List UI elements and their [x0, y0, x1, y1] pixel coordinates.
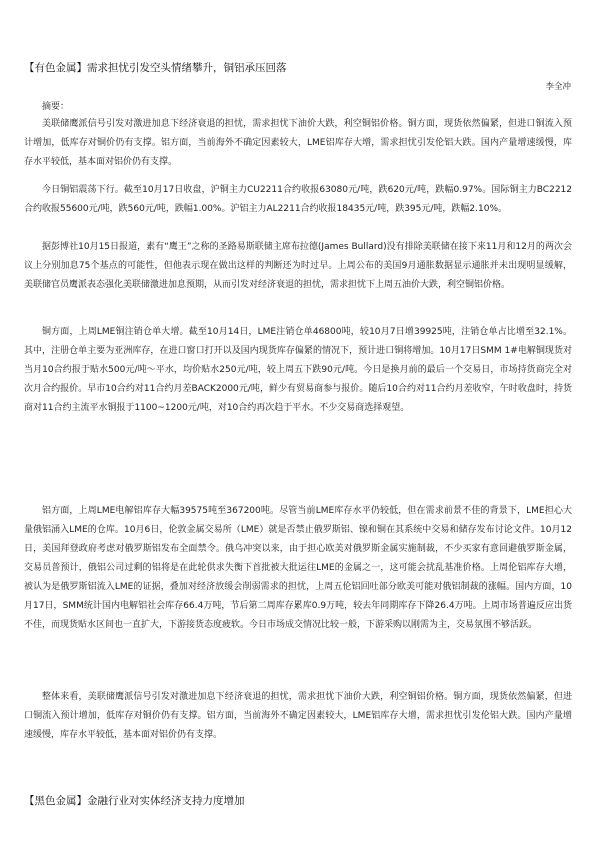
abstract-label: 摘要：	[42, 102, 70, 112]
market-close-paragraph	[24, 181, 572, 219]
paragraph-text: 美联储鹰派信号引发对激进加息下经济衰退的担忧，需求担忧下油价大跌，利空铜铝价格。铜方面，现货依然偏紧，但进口铜流入预计增加，低库存对铜价仍有支撑。铝方面，当前海外不确定因素较大，LME铝库存大增，需求担忧引发伦铝大跌。国内产量增速缓慢，库存水平较低，基本面对铝价仍有支撑。	[24, 119, 572, 167]
fed-news-paragraph	[24, 238, 572, 295]
paragraph-text: 铝方面，上周LME电解铝库存大幅39575吨至367200吨。尽管当前LME库存水平仍较低，但在需求前景不佳的背景下，LME担心大量俄铝涌入LME的仓库。10月6日，伦敦金属交易所（LME）就是否禁止俄罗斯铝、镍和铜在其系统中交易和储存发布讨论文件。10月12日，美国拜登政府考虑对俄罗斯铝发布全面禁令。俄乌冲突以来，由于担心欧美对俄罗斯金属实施制裁，不少买家有意回避俄罗斯金属，交易员普预计，俄铝公司过剩的铝将是在此轮供求失衡下首批被大批运往LME的金属之一，这可能会扰乱基准价格。上周伦铝库存大增，被认为是俄罗斯铝流入LME的证据，叠加对经济放缓会削弱需求的担忧，上周五伦铝回吐部分欧美可能对俄铝制裁的涨幅。国内方面，10月17日，SMM统计国内电解铝社会库存66.4万吨，节后第二周库存累库0.9万吨，较去年同期库存下降26.4万吨。上周市场普遍反应出货不佳，而现货贴水区间也一直扩大，下游接货态度疲软。今日市场成交情况比较一般，下游采购以刚需为主，交易氛围不够活跃。	[24, 506, 572, 630]
paragraph-text: 据彭博社10月15日报道，素有“鹰王”之称的圣路易斯联储主席布拉德(James Bullard)没有排除美联储在接下来11月和12月的两次会议上分别加息75个基点的可能性，但他表示现在做出这样的判断还为时过早。上周公布的美国9月通胀数据显示通胀并未出现明显缓解，美联储官员鹰派表态强化美联储激进加息预期，从而引发对经济衰退的担忧，需求担忧下上周五油价大跌，利空铜铝价格。	[24, 242, 572, 290]
section-title-nonferrous: 【有色金属】需求担忧引发空头情绪攀升，铜铝承压回落	[24, 62, 287, 74]
abstract-paragraph	[24, 115, 572, 172]
section-title-ferrous: 【黑色金属】金融行业对实体经济支持力度增加	[24, 795, 245, 807]
paragraph-text: 铜方面，上周LME铜注销仓单大增。截至10月14日，LME注销仓单46800吨，较10月7日增39925吨，注销仓单占比增至32.1%。其中，注册仓单主要为亚洲库存，在进口窗口打开以及国内现货库存偏紧的情况下，预计进口铜将增加。10月17日SMM 1#电解铜现货对当月10合约报于贴水500元/吨～平水，均价贴水250元/吨，较上周五下跌90元/吨。今日是换月前的最后一个交易日，市场持货商完全对次月合约报价。早市10合约对11合约月差BACK2000元/吨，鲜少有贸易商参与报价。随后10合约对11合约月差收窄，午时收盘时，持货商对11合约主流平水铜报于1100~1200元/吨，对10合约再次趋于平水。不少交易商选择观望。	[24, 327, 572, 413]
aluminum-paragraph	[24, 502, 572, 635]
summary-paragraph	[24, 688, 572, 745]
copper-paragraph	[24, 323, 572, 418]
paragraph-text: 今日铜铝震荡下行。截至10月17日收盘，沪铜主力CU2211合约收报63080元/吨，跌620元/吨，跌幅0.97%。国际铜主力BC2212合约收报55600元/吨，跌560元/吨，跌幅1.00%。沪铝主力AL2211合约收报18435元/吨，跌395元/吨，跌幅2.10%。	[24, 185, 572, 214]
author-name: 李全冲	[545, 82, 571, 92]
paragraph-text: 整体来看，美联储鹰派信号引发对激进加息下经济衰退的担忧，需求担忧下油价大跌，利空铜铝价格。铜方面，现货依然偏紧，但进口铜流入预计增加，低库存对铜价仍有支撑。铝方面，当前海外不确定因素较大，LME铝库存大增，需求担忧引发伦铝大跌。国内产量增速缓慢，库存水平较低，基本面对铝价仍有支撑。	[24, 692, 572, 740]
